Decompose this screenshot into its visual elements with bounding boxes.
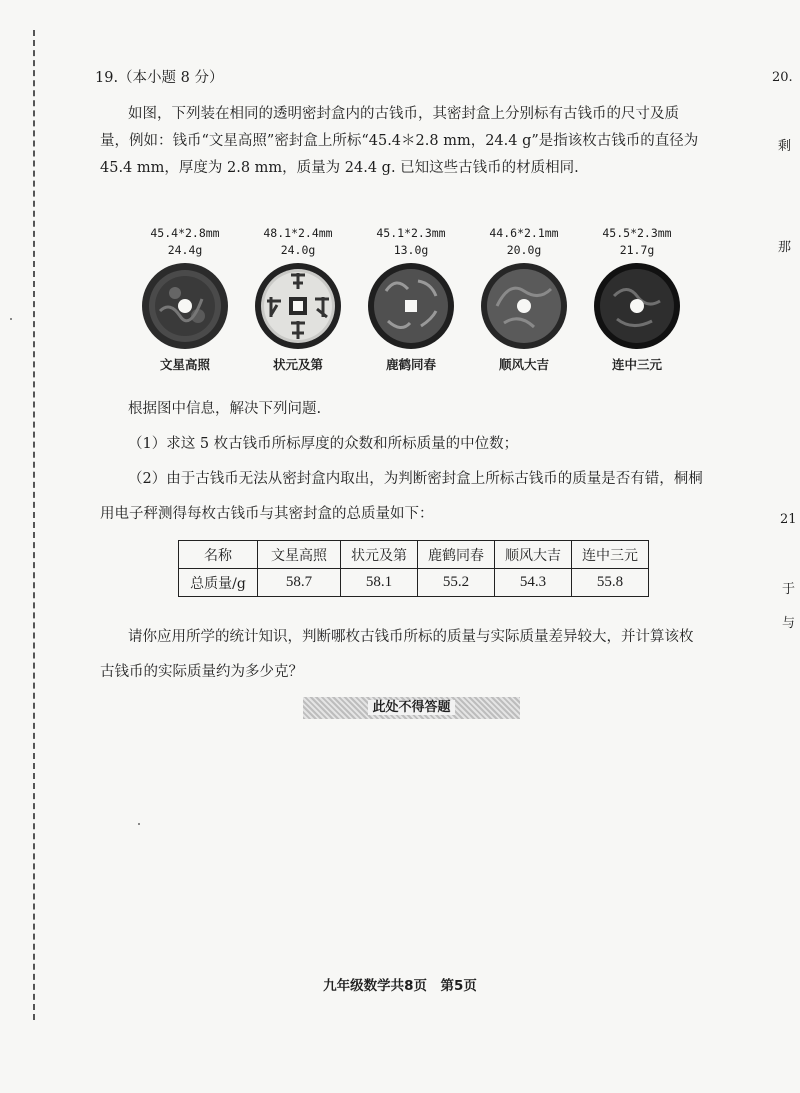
coin-mass-label: 24.4g bbox=[167, 243, 203, 257]
coin-size-label: 45.5*2.3mm bbox=[602, 226, 672, 240]
table-header-cell: 鹿鹤同春 bbox=[418, 541, 495, 569]
coin-mass-label: 20.0g bbox=[506, 243, 542, 257]
right-margin-fragment: 21 bbox=[780, 512, 797, 527]
right-margin-fragment: 20. bbox=[772, 70, 793, 85]
closing-line: 请你应用所学的统计知识，判断哪枚古钱币所标的质量与实际质量差异较大，并计算该枚 bbox=[128, 629, 694, 645]
coin-zhuangyuan bbox=[243, 225, 353, 373]
table-header-cell: 状元及第 bbox=[341, 541, 418, 569]
coin-name: 状元及第 bbox=[272, 357, 323, 372]
table-header-cell: 顺风大吉 bbox=[495, 541, 572, 569]
right-margin-fragment: 剩 bbox=[778, 139, 792, 154]
table-row-label: 总质量/g bbox=[179, 569, 258, 597]
right-margin-fragment: 于 bbox=[782, 582, 796, 597]
table-cell: 55.2 bbox=[418, 569, 495, 597]
part-2-line: （2）由于古钱币无法从密封盒内取出，为判断密封盒上所标古钱币的质量是否有错，桐桐 bbox=[128, 471, 703, 487]
table-header-row bbox=[179, 541, 649, 569]
problem-prompt: 根据图中信息，解决下列问题. bbox=[128, 401, 322, 417]
table-cell: 58.7 bbox=[258, 569, 341, 597]
coin-size-label: 45.1*2.3mm bbox=[376, 226, 446, 240]
closing-line: 古钱币的实际质量约为多少克？ bbox=[100, 664, 303, 680]
table-header-cell: 文星高照 bbox=[258, 541, 341, 569]
no-answer-zone-banner bbox=[303, 697, 520, 719]
intro-line: 45.4 mm，厚度为 2.8 mm，质量为 24.4 g. 已知这些古钱币的材质相同. bbox=[100, 160, 579, 176]
scan-speck bbox=[10, 318, 12, 320]
coin-name: 鹿鹤同春 bbox=[385, 357, 436, 372]
question-intro bbox=[100, 101, 730, 182]
coin-shunfeng bbox=[469, 225, 579, 373]
table-header-cell: 名称 bbox=[179, 541, 258, 569]
binding-dashed-line bbox=[33, 30, 35, 1020]
coin-image bbox=[140, 261, 230, 351]
part-2-line: 用电子秤测得每枚古钱币与其密封盒的总质量如下： bbox=[100, 506, 434, 522]
part-1: （1）求这 5 枚古钱币所标厚度的众数和所标质量的中位数； bbox=[128, 436, 519, 452]
coin-wenxing bbox=[130, 225, 240, 373]
coin-size-label: 45.4*2.8mm bbox=[150, 226, 220, 240]
page-footer: 九年级数学共8页 第5页 bbox=[323, 978, 477, 994]
coin-image bbox=[253, 261, 343, 351]
table-cell: 55.8 bbox=[572, 569, 649, 597]
question-number: 19.（本小题 8 分） bbox=[95, 70, 224, 86]
coin-size-label: 48.1*2.4mm bbox=[263, 226, 333, 240]
coin-figure bbox=[130, 225, 690, 385]
coin-image bbox=[479, 261, 569, 351]
intro-line: 量，例如：钱币“文星高照”密封盒上所标“45.4＊2.8 mm，24.4 g”是指该枚古钱币的直径为 bbox=[100, 133, 699, 149]
coin-image bbox=[592, 261, 682, 351]
coin-lianzhong bbox=[582, 225, 692, 373]
intro-line: 如图，下列装在相同的透明密封盒内的古钱币，其密封盒上分别标有古钱币的尺寸及质 bbox=[128, 106, 679, 122]
table-cell: 58.1 bbox=[341, 569, 418, 597]
coin-mass-label: 21.7g bbox=[619, 243, 655, 257]
coin-name: 连中三元 bbox=[611, 357, 662, 372]
no-answer-text: 此处不得答题 bbox=[368, 700, 454, 715]
table-row bbox=[179, 569, 649, 597]
coin-name: 顺风大吉 bbox=[498, 357, 549, 372]
scan-speck bbox=[138, 823, 140, 825]
coin-luhe bbox=[356, 225, 466, 373]
coin-name: 文星高照 bbox=[159, 357, 210, 372]
coin-mass-label: 24.0g bbox=[280, 243, 316, 257]
right-margin-fragment: 与 bbox=[782, 616, 796, 631]
total-mass-table bbox=[178, 540, 649, 597]
coin-size-label: 44.6*2.1mm bbox=[489, 226, 559, 240]
coin-image bbox=[366, 261, 456, 351]
coin-mass-label: 13.0g bbox=[393, 243, 429, 257]
table-header-cell: 连中三元 bbox=[572, 541, 649, 569]
table-cell: 54.3 bbox=[495, 569, 572, 597]
right-margin-fragment: 那 bbox=[778, 240, 792, 255]
